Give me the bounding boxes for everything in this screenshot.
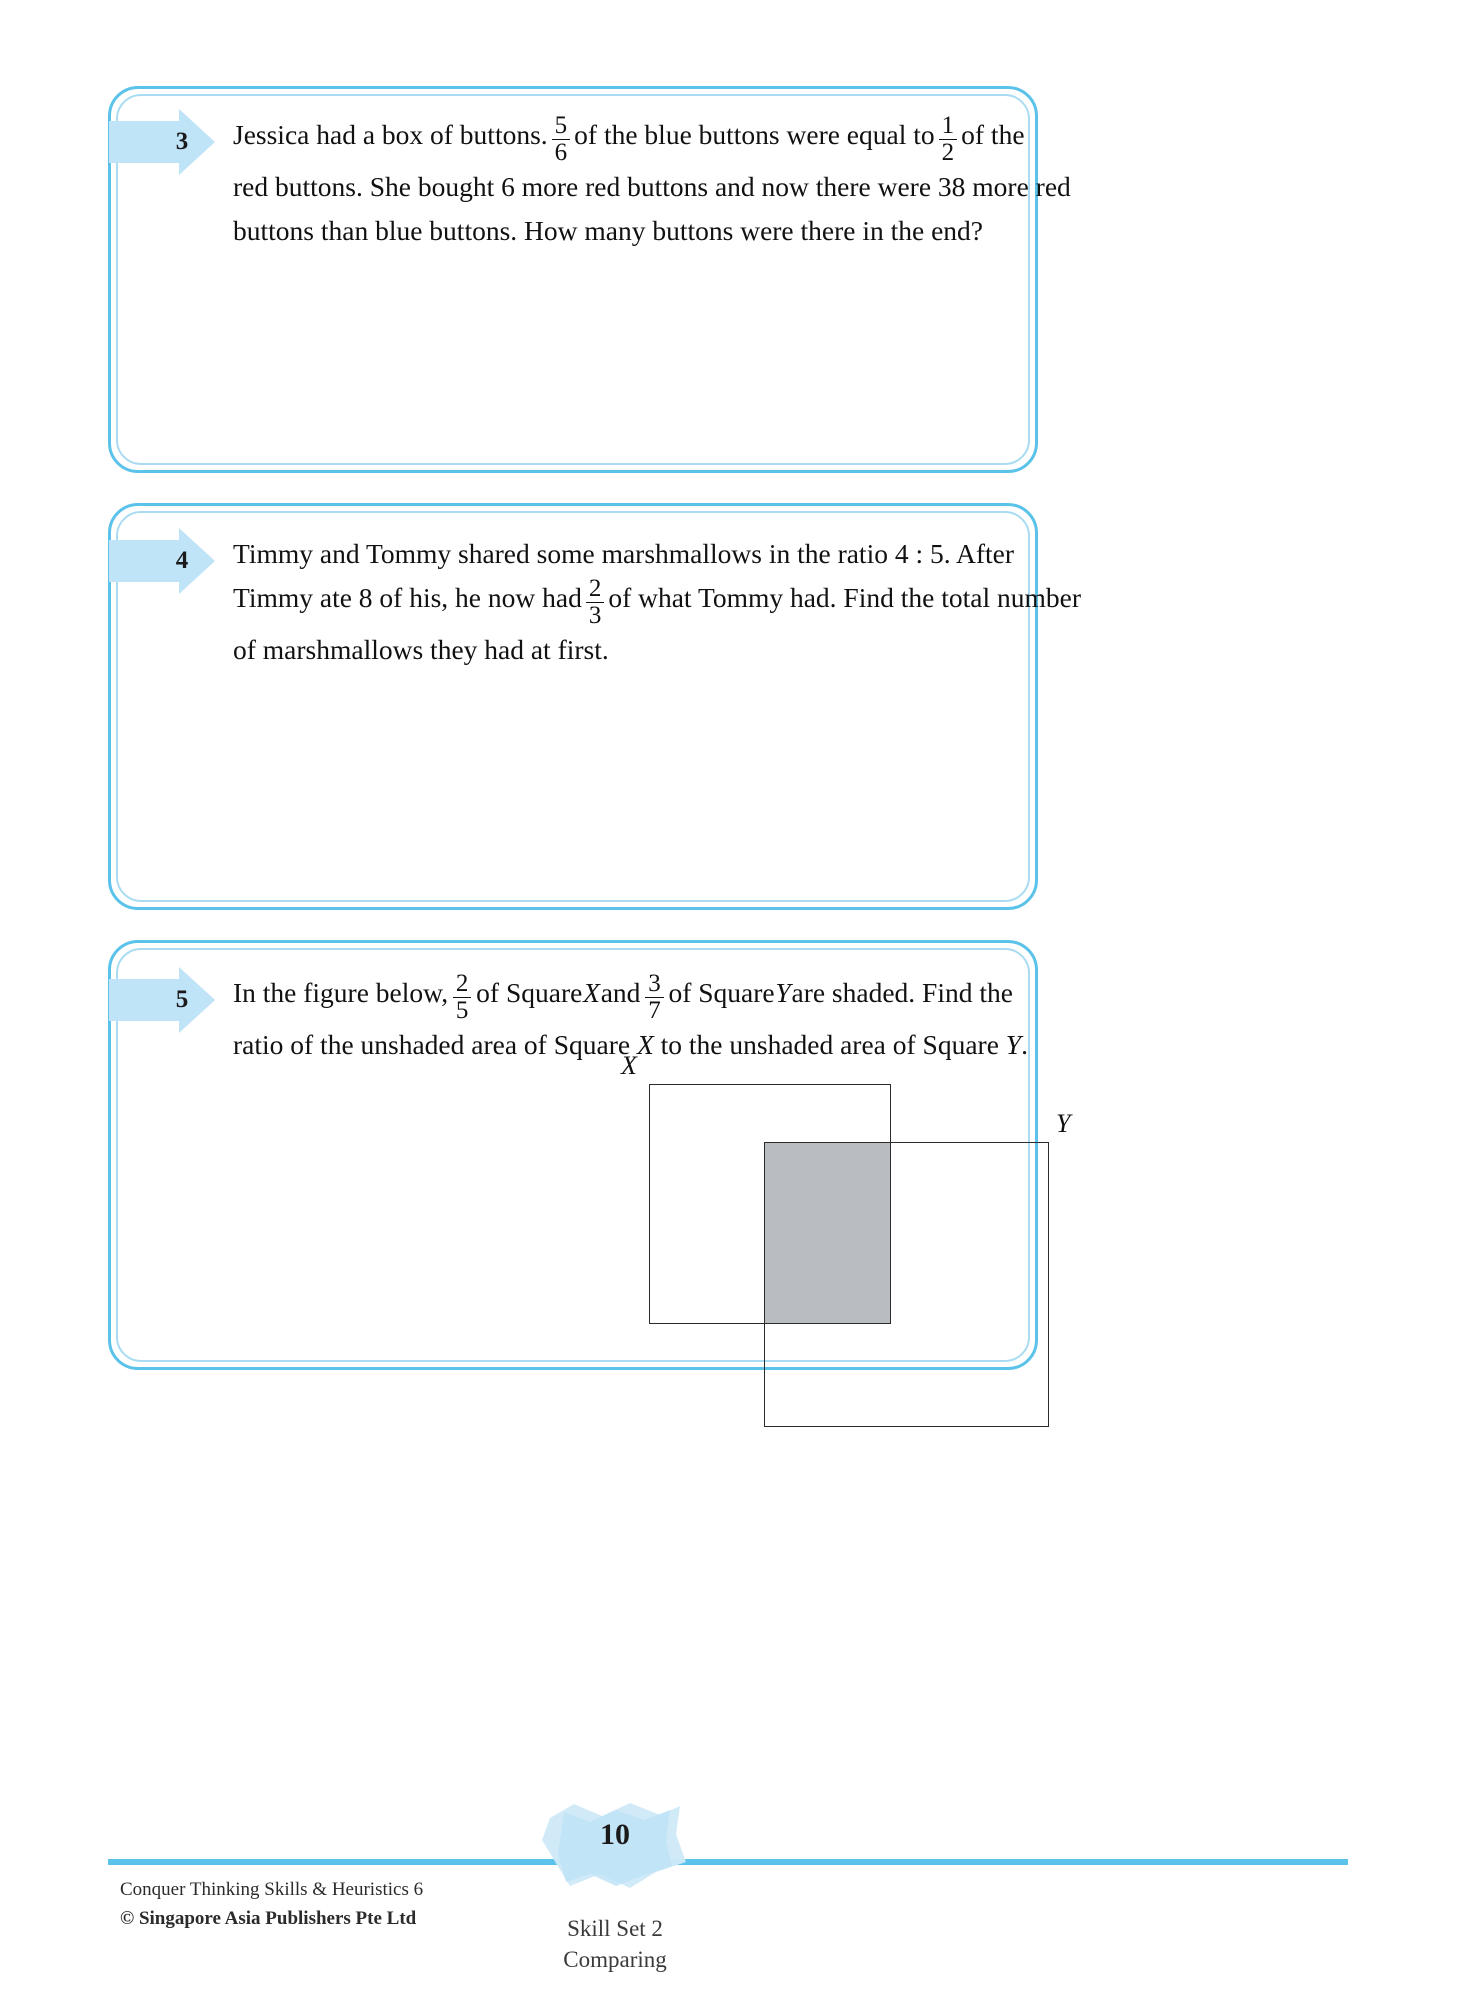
q3-l1-part-a: Jessica had a box of buttons. bbox=[233, 119, 548, 150]
q5-l2-part-a: ratio of the unshaded area of Square bbox=[233, 1029, 631, 1060]
fraction-denominator: 7 bbox=[645, 997, 664, 1024]
fraction-denominator: 5 bbox=[453, 997, 472, 1024]
page-number-text: 10 bbox=[600, 1818, 630, 1851]
overlapping-squares-figure bbox=[621, 1051, 1071, 1363]
fraction-one-half bbox=[939, 113, 958, 165]
question-3-line-3: buttons than blue buttons. How many buttons were there in the end? bbox=[233, 215, 983, 246]
fraction-numerator: 3 bbox=[648, 970, 661, 997]
copyright-notice: © Singapore Asia Publishers Pte Ltd bbox=[120, 1908, 417, 1929]
question-number-label-3: 3 bbox=[175, 128, 189, 155]
question-4-line-3: of marshmallows they had at first. bbox=[233, 634, 609, 665]
q5-l1-part-a: In the figure below, bbox=[233, 977, 449, 1008]
skill-set-line-1: Skill Set 2 bbox=[567, 1916, 663, 1941]
q3-l1-part-b: of the blue buttons were equal to bbox=[574, 119, 935, 150]
question-number-arrow-4 bbox=[109, 526, 217, 596]
question-box-3 bbox=[108, 86, 1071, 473]
q5-l1-part-e: are shaded. Find the bbox=[791, 977, 1013, 1008]
square-y-label: Y bbox=[1056, 1109, 1071, 1138]
question-number-label-4: 4 bbox=[175, 547, 189, 574]
page-number-badge bbox=[520, 1800, 710, 1895]
fraction-denominator: 2 bbox=[939, 139, 958, 166]
q5-l2-period: . bbox=[1021, 1029, 1028, 1060]
question-4-line-1 bbox=[233, 532, 1013, 576]
question-text-4 bbox=[233, 532, 1081, 672]
question-3-line-1 bbox=[233, 112, 1025, 166]
square-x-label: X bbox=[621, 1051, 637, 1080]
q5-l1-variable-x: X bbox=[583, 977, 600, 1008]
fraction-two-thirds bbox=[586, 576, 605, 628]
question-4-line-2 bbox=[233, 575, 1081, 629]
fraction-numerator: 2 bbox=[588, 575, 602, 602]
fraction-numerator: 2 bbox=[455, 970, 469, 997]
skill-set-line-2: Comparing bbox=[563, 1947, 667, 1972]
fraction-numerator: 1 bbox=[941, 112, 955, 139]
fraction-five-sixths bbox=[552, 113, 571, 165]
fraction-denominator: 3 bbox=[586, 602, 605, 629]
q4-l2-part-b: of what Tommy had. Find the total number bbox=[608, 582, 1081, 613]
q5-l2-part-b: to the unshaded area of Square bbox=[660, 1029, 999, 1060]
question-number-arrow-5 bbox=[109, 965, 217, 1035]
question-box-5 bbox=[108, 940, 1071, 1370]
question-box-4 bbox=[108, 503, 1081, 910]
fraction-three-sevenths bbox=[645, 971, 664, 1023]
q5-l1-part-c: and bbox=[600, 977, 641, 1008]
q5-l2-variable-x: X bbox=[636, 1029, 654, 1060]
book-title: Conquer Thinking Skills & Heuristics 6 bbox=[120, 1879, 424, 1900]
q5-l2-variable-y: Y bbox=[1005, 1029, 1022, 1060]
footer-divider bbox=[108, 1859, 1348, 1865]
q4-l2-part-a: Timmy ate 8 of his, he now had bbox=[233, 582, 582, 613]
fraction-two-fifths bbox=[453, 971, 472, 1023]
q5-l1-variable-y: Y bbox=[775, 977, 791, 1008]
fraction-denominator: 6 bbox=[552, 139, 571, 166]
question-number-label-5: 5 bbox=[175, 986, 189, 1013]
fraction-numerator: 5 bbox=[554, 112, 568, 139]
q5-l1-part-b: of Square bbox=[476, 977, 583, 1008]
q4-l1: Timmy and Tommy shared some marshmallows in the ratio 4 : 5. After bbox=[233, 538, 1014, 569]
question-text-3 bbox=[233, 112, 1071, 253]
q5-l1-part-d: of Square bbox=[668, 977, 775, 1008]
question-3-line-2: red buttons. She bought 6 more red buttons and now there were 38 more red bbox=[233, 171, 1071, 202]
question-number-arrow-3 bbox=[109, 107, 217, 177]
footer-credits bbox=[120, 1875, 423, 1933]
skill-set-caption bbox=[450, 1913, 780, 1975]
shaded-overlap-region bbox=[764, 1142, 891, 1324]
q3-l1-part-c: of the bbox=[961, 119, 1025, 150]
question-5-line-1 bbox=[233, 971, 1013, 1023]
